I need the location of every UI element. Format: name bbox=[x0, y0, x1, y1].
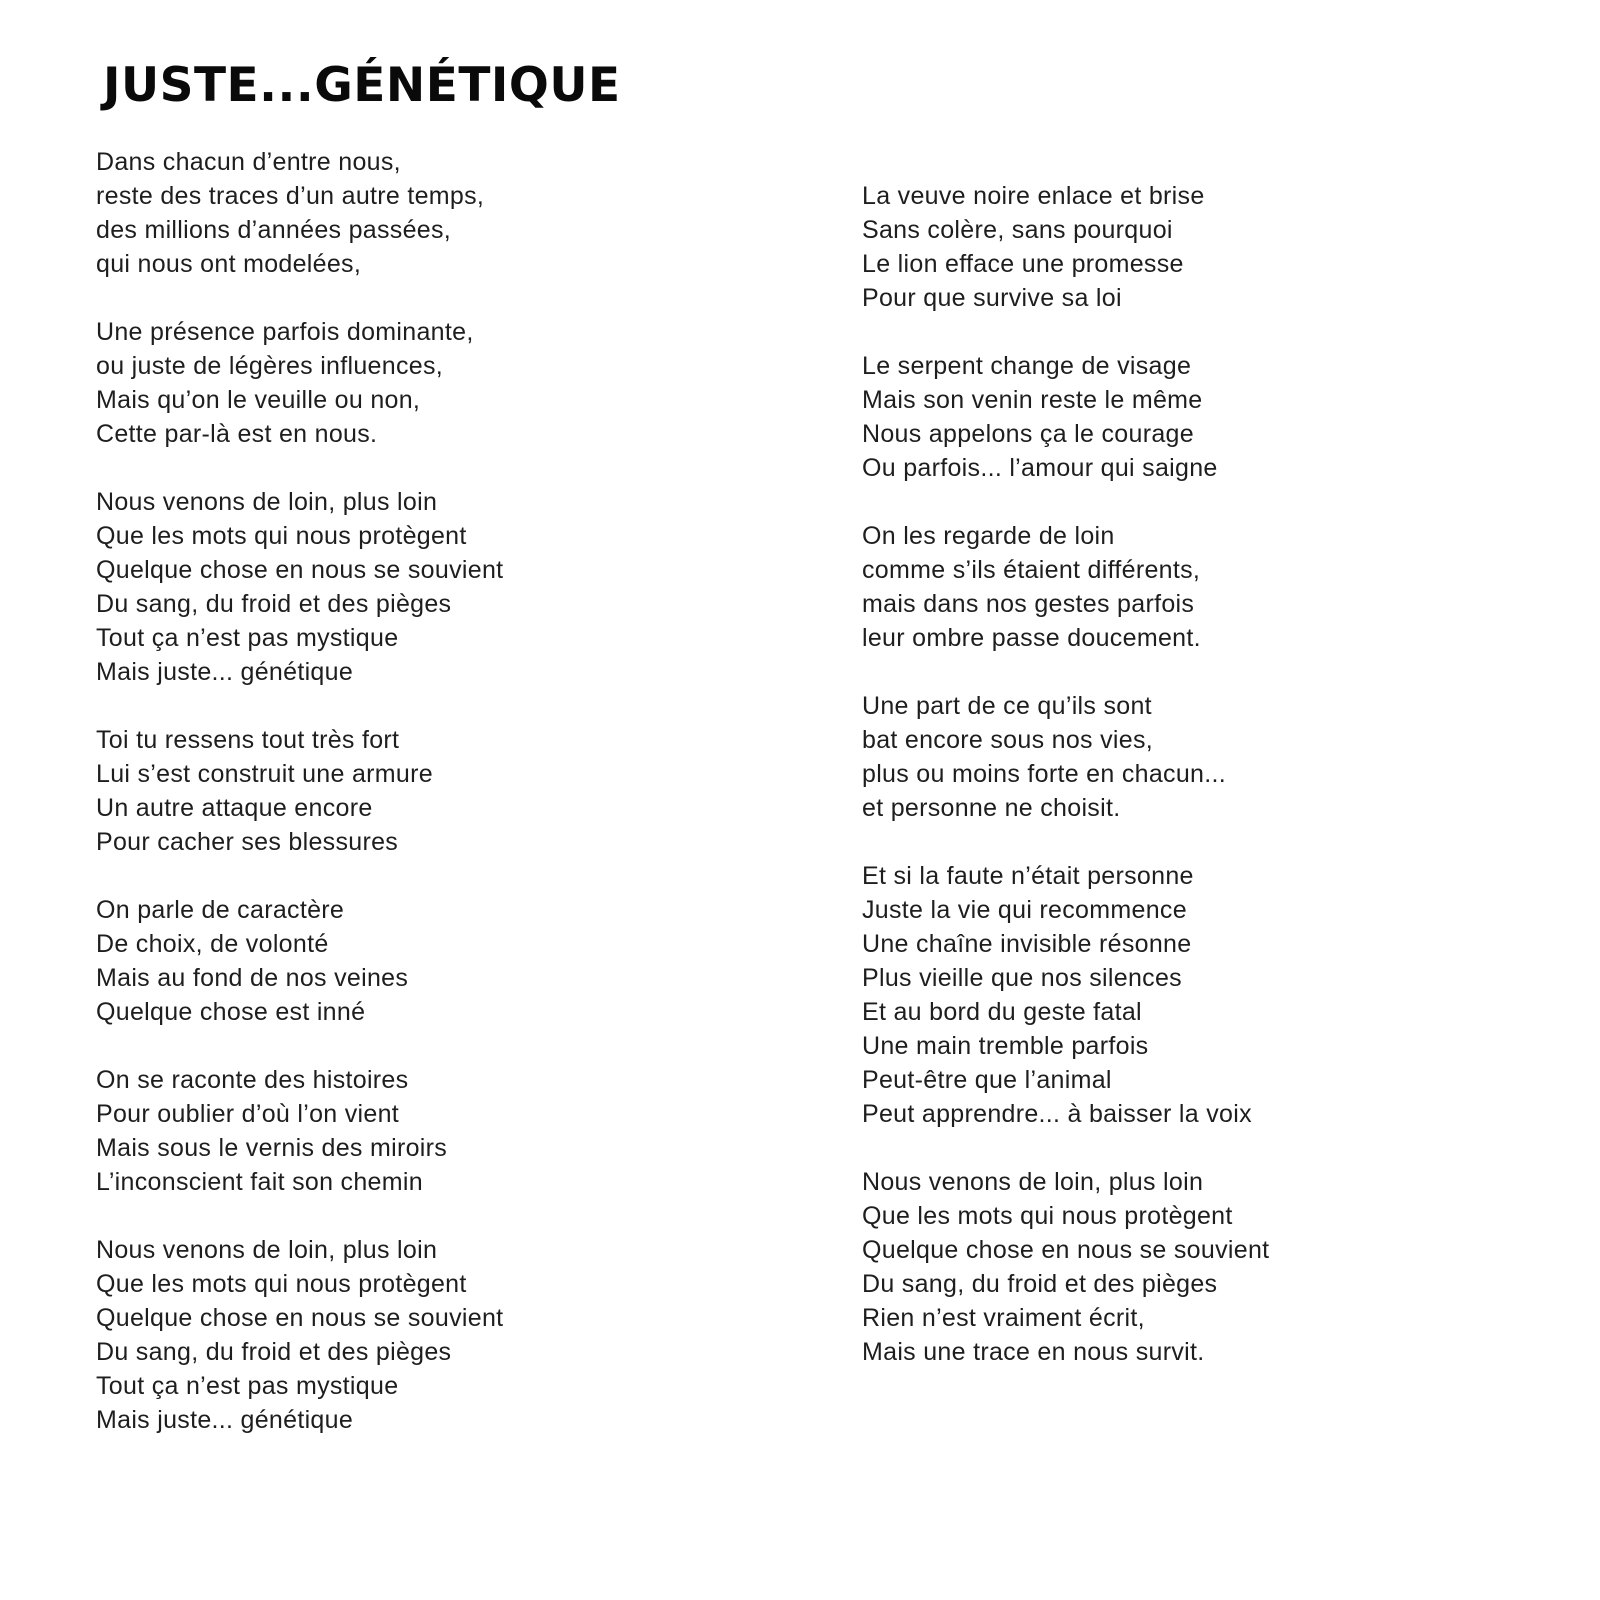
verse-line: Quelque chose est inné bbox=[96, 998, 366, 1026]
verse-line: qui nous ont modelées, bbox=[96, 250, 362, 278]
verse-line: reste des traces d’un autre temps, bbox=[96, 182, 485, 210]
verse-line: Nous venons de loin, plus loin bbox=[96, 1236, 438, 1264]
verse-line: Le serpent change de visage bbox=[862, 352, 1192, 380]
verse-line: On parle de caractère bbox=[96, 896, 345, 924]
verse-line: De choix, de volonté bbox=[96, 930, 329, 958]
verse-line: Mais juste... génétique bbox=[96, 1406, 354, 1434]
verse-line: Que les mots qui nous protègent bbox=[96, 1270, 467, 1298]
verse-line: Mais juste... génétique bbox=[96, 658, 354, 686]
verse-line: Une part de ce qu’ils sont bbox=[862, 692, 1152, 720]
verse-line: Que les mots qui nous protègent bbox=[862, 1202, 1233, 1230]
right-column bbox=[862, 179, 1482, 1403]
stanza bbox=[96, 145, 716, 281]
verse-line: Plus vieille que nos silences bbox=[862, 964, 1182, 992]
verse-line: Dans chacun d’entre nous, bbox=[96, 148, 401, 176]
verse-line: bat encore sous nos vies, bbox=[862, 726, 1153, 754]
stanza bbox=[862, 689, 1482, 825]
verse-line: Sans colère, sans pourquoi bbox=[862, 216, 1173, 244]
refrain-stanza bbox=[96, 485, 716, 689]
refrain-stanza bbox=[96, 1233, 716, 1437]
verse-line: Une main tremble parfois bbox=[862, 1032, 1149, 1060]
verse-line: Peut-être que l’animal bbox=[862, 1066, 1112, 1094]
verse-line: Ou parfois... l’amour qui saigne bbox=[862, 454, 1218, 482]
verse-line: Que les mots qui nous protègent bbox=[96, 522, 467, 550]
verse-line: Le lion efface une promesse bbox=[862, 250, 1184, 278]
verse-line: Quelque chose en nous se souvient bbox=[862, 1236, 1270, 1264]
stanza bbox=[96, 723, 716, 859]
verse-line: Mais au fond de nos veines bbox=[96, 964, 409, 992]
verse-line: Tout ça n’est pas mystique bbox=[96, 624, 399, 652]
verse-line: Et au bord du geste fatal bbox=[862, 998, 1142, 1026]
stanza bbox=[862, 349, 1482, 485]
verse-line: Nous venons de loin, plus loin bbox=[96, 488, 438, 516]
verse-line: On se raconte des histoires bbox=[96, 1066, 409, 1094]
verse-line: comme s’ils étaient différents, bbox=[862, 556, 1201, 584]
verse-line: Quelque chose en nous se souvient bbox=[96, 556, 504, 584]
verse-line: Quelque chose en nous se souvient bbox=[96, 1304, 504, 1332]
verse-line: Rien n’est vraiment écrit, bbox=[862, 1304, 1145, 1332]
verse-line: ou juste de légères influences, bbox=[96, 352, 444, 380]
verse-line: Du sang, du froid et des pièges bbox=[96, 590, 452, 618]
stanza bbox=[862, 519, 1482, 655]
verse-line: Nous venons de loin, plus loin bbox=[862, 1168, 1204, 1196]
verse-line: Mais son venin reste le même bbox=[862, 386, 1203, 414]
stanza bbox=[96, 315, 716, 451]
left-column bbox=[96, 145, 716, 1471]
verse-line: Mais sous le vernis des miroirs bbox=[96, 1134, 448, 1162]
poem-title: JUSTE...GÉNÉTIQUE bbox=[103, 58, 621, 113]
refrain-stanza bbox=[862, 1165, 1482, 1369]
verse-line: Du sang, du froid et des pièges bbox=[96, 1338, 452, 1366]
verse-line: mais dans nos gestes parfois bbox=[862, 590, 1195, 618]
verse-line: Pour oublier d’où l’on vient bbox=[96, 1100, 400, 1128]
verse-line: Mais qu’on le veuille ou non, bbox=[96, 386, 421, 414]
verse-line: Et si la faute n’était personne bbox=[862, 862, 1194, 890]
verse-line: Tout ça n’est pas mystique bbox=[96, 1372, 399, 1400]
stanza bbox=[96, 1063, 716, 1199]
verse-line: leur ombre passe doucement. bbox=[862, 624, 1201, 652]
verse-line: La veuve noire enlace et brise bbox=[862, 182, 1205, 210]
stanza bbox=[862, 179, 1482, 315]
verse-line: Lui s’est construit une armure bbox=[96, 760, 433, 788]
verse-line: Une chaîne invisible résonne bbox=[862, 930, 1192, 958]
verse-line: Toi tu ressens tout très fort bbox=[96, 726, 400, 754]
verse-line: Juste la vie qui recommence bbox=[862, 896, 1187, 924]
verse-line: Un autre attaque encore bbox=[96, 794, 373, 822]
verse-line: plus ou moins forte en chacun... bbox=[862, 760, 1226, 788]
verse-line: Peut apprendre... à baisser la voix bbox=[862, 1100, 1252, 1128]
verse-line: L’inconscient fait son chemin bbox=[96, 1168, 423, 1196]
verse-line: Du sang, du froid et des pièges bbox=[862, 1270, 1218, 1298]
verse-line: Nous appelons ça le courage bbox=[862, 420, 1194, 448]
verse-line: Pour cacher ses blessures bbox=[96, 828, 399, 856]
stanza bbox=[862, 859, 1482, 1131]
verse-line: Cette par-là est en nous. bbox=[96, 420, 378, 448]
verse-line: des millions d’années passées, bbox=[96, 216, 452, 244]
verse-line: Mais une trace en nous survit. bbox=[862, 1338, 1205, 1366]
verse-line: Une présence parfois dominante, bbox=[96, 318, 474, 346]
stanza bbox=[96, 893, 716, 1029]
verse-line: et personne ne choisit. bbox=[862, 794, 1121, 822]
verse-line: Pour que survive sa loi bbox=[862, 284, 1122, 312]
verse-line: On les regarde de loin bbox=[862, 522, 1115, 550]
